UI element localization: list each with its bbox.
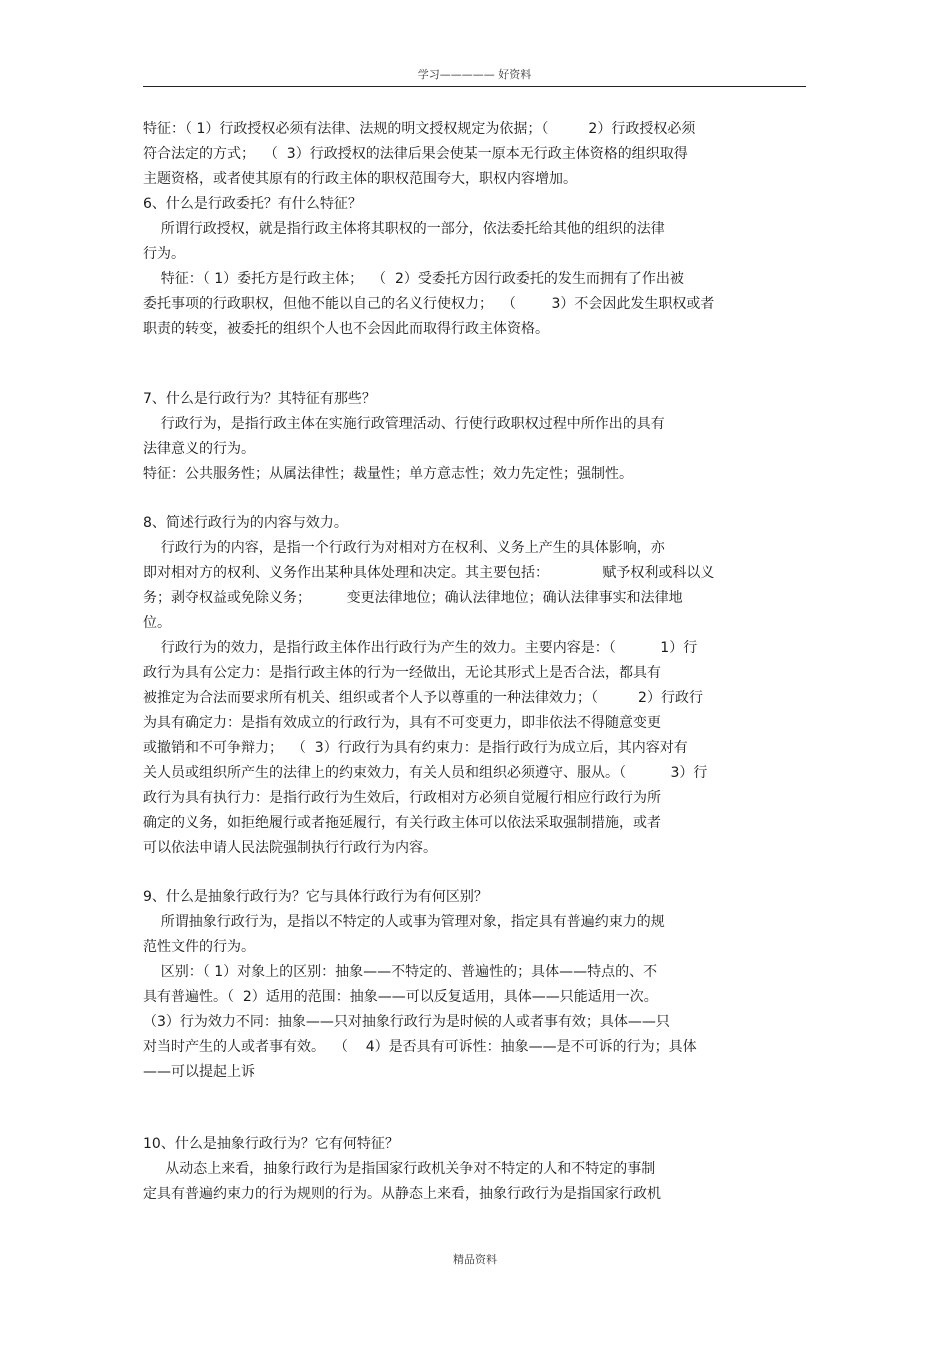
text-line: 具有普遍性。（ 2）适用的范围：抽象——可以反复适用，具体——只能适用一次。	[143, 989, 658, 1005]
text-line: 政行为具有公定力：是指行政主体的行为一经做出，无论其形式上是否合法，都具有	[143, 665, 661, 681]
text-line: 委托事项的行政职权，但他不能以自己的名义行使权力； （ 3）不会因此发生职权或者	[143, 296, 715, 312]
text-line: 特征：（ 1）委托方是行政主体； （ 2）受委托方因行政委托的发生而拥有了作出被	[143, 271, 684, 287]
text-line: 区别：（ 1）对象上的区别：抽象——不特定的、普遍性的；具体——特点的、不	[143, 964, 658, 980]
page-footer: 精品资料	[453, 1253, 497, 1266]
text-line: 关人员或组织所产生的法律上的约束效力，有关人员和组织必须遵守、服从。（ 3）行	[143, 765, 708, 781]
text-line: 政行为具有执行力：是指行政行为生效后，行政相对方必须自觉履行相应行政行为所	[143, 790, 661, 806]
text-line: 可以依法申请人民法院强制执行行政行为内容。	[143, 840, 437, 856]
text-line: 特征：（ 1）行政授权必须有法律、法规的明文授权规定为依据；（ 2）行政授权必须	[143, 121, 696, 137]
text-line: 从动态上来看，抽象行政行为是指国家行政机关争对不特定的人和不特定的事制	[143, 1161, 656, 1177]
text-line: 所谓抽象行政行为，是指以不特定的人或事为管理对象，指定具有普遍约束力的规	[143, 914, 665, 930]
text-line: 行政行为的内容，是指一个行政行为对相对方在权利、义务上产生的具体影响，亦	[143, 540, 665, 556]
text-line: ——可以提起上诉	[143, 1064, 255, 1080]
page-header: 学习————— 好资料	[417, 68, 532, 81]
text-line: 确定的义务，如拒绝履行或者拖延履行，有关行政主体可以依法采取强制措施，或者	[143, 815, 661, 831]
text-line: 定具有普遍约束力的行为规则的行为。从静态上来看，抽象行政行为是指国家行政机	[143, 1186, 661, 1202]
text-line: 主题资格，或者使其原有的行政主体的职权范围夸大，职权内容增加。	[143, 171, 577, 187]
text-line: 7、什么是行政行为？其特征有那些？	[143, 391, 376, 407]
text-line: 行为。	[143, 246, 185, 262]
text-line: 务；剥夺权益或免除义务； 变更法律地位；确认法律地位；确认法律事实和法律地	[143, 590, 683, 606]
text-line: 所谓行政授权，就是指行政主体将其职权的一部分，依法委托给其他的组织的法律	[143, 221, 665, 237]
text-line: 法律意义的行为。	[143, 441, 255, 457]
text-line: 即对相对方的权利、义务作出某种具体处理和决定。其主要包括： 赋予权利或科以义	[143, 565, 715, 581]
text-line: 为具有确定力：是指有效成立的行政行为，具有不可变更力，即非依法不得随意变更	[143, 715, 661, 731]
text-line: 被推定为合法而要求所有机关、组织或者个人予以尊重的一种法律效力；（ 2）行政行	[143, 690, 703, 706]
text-line: 行政行为，是指行政主体在实施行政管理活动、行使行政职权过程中所作出的具有	[143, 416, 665, 432]
text-line: 特征：公共服务性；从属法律性；裁量性；单方意志性；效力先定性；强制性。	[143, 466, 633, 482]
text-line: 8、简述行政行为的内容与效力。	[143, 515, 348, 531]
text-line: 行政行为的效力，是指行政主体作出行政行为产生的效力。主要内容是：（ 1）行	[143, 640, 698, 656]
header-rule	[143, 86, 806, 87]
text-line: 或撤销和不可争辩力； （ 3）行政行为具有约束力：是指行政行为成立后，其内容对有	[143, 740, 688, 756]
text-line: 范性文件的行为。	[143, 939, 255, 955]
text-line: 6、什么是行政委托？有什么特征？	[143, 196, 362, 212]
text-line: 位。	[143, 615, 171, 631]
text-line: 符合法定的方式； （ 3）行政授权的法律后果会使某一原本无行政主体资格的组织取得	[143, 146, 688, 162]
text-line: 10、什么是抽象行政行为？它有何特征？	[143, 1136, 399, 1152]
text-line: 对当时产生的人或者事有效。 （ 4）是否具有可诉性：抽象——是不可诉的行为；具体	[143, 1039, 697, 1055]
text-line: （3）行为效力不同：抽象——只对抽象行政行为是时候的人或者事有效；具体——只	[143, 1014, 670, 1030]
text-line: 职责的转变，被委托的组织个人也不会因此而取得行政主体资格。	[143, 321, 549, 337]
text-line: 9、什么是抽象行政行为？它与具体行政行为有何区别？	[143, 889, 488, 905]
